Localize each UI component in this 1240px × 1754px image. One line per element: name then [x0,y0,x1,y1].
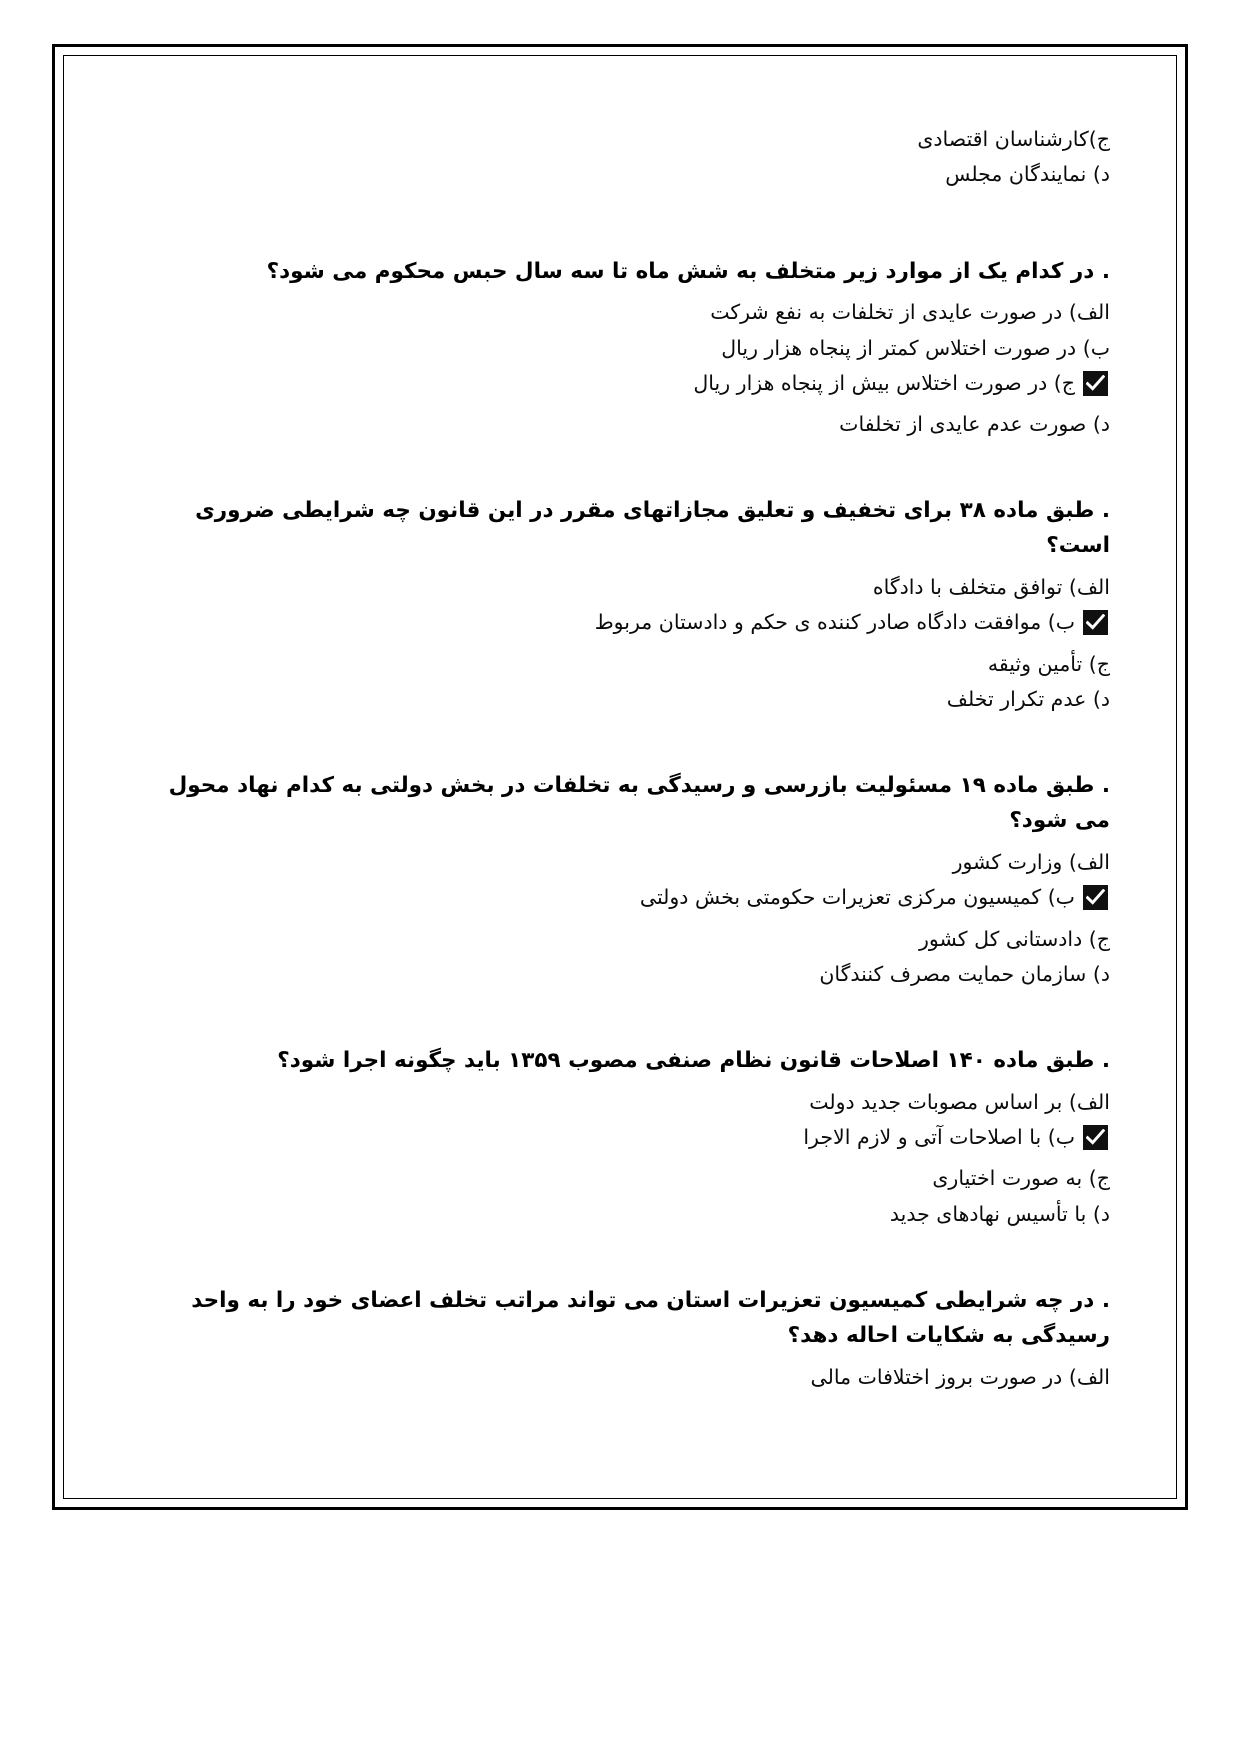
answer-option-inner [640,880,1110,915]
answer-option-label: ب) موافقت دادگاه صادر کننده ی حکم و دادستان مربوط [594,610,1075,635]
answer-option-label: د) نمایندگان مجلس [945,162,1110,187]
answer-option-inner [919,922,1110,957]
answer-option[interactable] [130,1360,1110,1395]
answer-option-label: ج) به صورت اختیاری [932,1166,1110,1191]
answer-option-inner [595,605,1110,640]
answer-option-label: د) سازمان حمایت مصرف کنندگان [819,961,1110,986]
question-title: . طبق ماده ۱۴۰ اصلاحات قانون نظام صنفی مصوب ۱۳۵۹ باید چگونه اجرا شود؟ [277,1048,1110,1074]
answer-option-inner [873,570,1110,605]
answer-option[interactable] [130,1161,1110,1196]
question-block [130,255,1110,443]
question-block [130,1044,1110,1232]
answer-option[interactable] [130,682,1110,717]
answer-option[interactable] [130,122,1110,157]
answer-option-inner [839,407,1110,442]
answer-option[interactable] [130,957,1110,992]
answer-option-label: الف) توافق متخلف با دادگاه [872,575,1110,600]
check-mark-icon [1086,889,1105,906]
answer-option[interactable] [130,922,1110,957]
answer-option-label: ج) تأمین وثیقه [987,651,1110,676]
answer-option-inner [945,157,1110,192]
question-title: . طبق ماده ۳۸ برای تخفیف و تعلیق مجازاتهای مقرر در این قانون چه شرایطی ضروری است؟ [195,498,1110,559]
question-title: . در کدام یک از موارد زیر متخلف به شش ماه تا سه سال حبس محکوم می شود؟ [266,258,1110,284]
answer-option[interactable] [130,157,1110,192]
answer-option-inner [693,366,1110,401]
answer-checkbox-checked[interactable] [1083,1125,1108,1150]
answer-option-label: د) عدم تکرار تخلف [946,686,1110,711]
answer-option[interactable] [130,570,1110,605]
answer-option[interactable] [130,1120,1110,1161]
answer-option-label: الف) در صورت بروز اختلافات مالی [810,1364,1110,1389]
answer-option[interactable] [130,605,1110,646]
answer-option[interactable] [130,1197,1110,1232]
answer-option-inner [947,682,1110,717]
answer-option-inner [890,1197,1110,1232]
answer-checkbox-checked[interactable] [1083,610,1108,635]
document-content [72,62,1168,1492]
answer-option[interactable] [130,366,1110,407]
answer-option-label: ج) دادستانی کل کشور [919,926,1110,951]
answer-option-inner [988,647,1110,682]
answer-option-inner [932,1161,1110,1196]
answer-option-inner [819,957,1110,992]
answer-option[interactable] [130,845,1110,880]
answer-option-label: ب) در صورت اختلاس کمتر از پنجاه هزار ریال [721,335,1110,360]
question-block [130,769,1110,992]
continued-options-group [130,122,1110,193]
answer-option-inner [721,331,1110,366]
answer-option[interactable] [130,407,1110,442]
answer-option[interactable] [130,1085,1110,1120]
question-title: . در چه شرایطی کمیسیون تعزیرات استان می تواند مراتب تخلف اعضای خود را به واحد رسیدگی به شکایات احاله دهد؟ [191,1287,1110,1348]
answer-option-label: ج)کارشناسان اقتصادی [917,127,1110,151]
answer-option-label: الف) بر اساس مصوبات جدید دولت [809,1089,1110,1114]
answer-option-label: ج) در صورت اختلاس بیش از پنجاه هزار ریال [693,370,1075,395]
check-mark-icon [1086,614,1105,631]
check-mark-icon [1086,375,1105,392]
answer-option-label: الف) در صورت عایدی از تخلفات به نفع شرکت [710,300,1110,325]
answer-checkbox-checked[interactable] [1083,885,1108,910]
answer-checkbox-checked[interactable] [1083,371,1108,396]
answer-option-label: ب) کمیسیون مرکزی تعزیرات حکومتی بخش دولتی [639,885,1075,910]
answer-option-inner [803,1120,1110,1155]
answer-option[interactable] [130,647,1110,682]
question-block [130,494,1110,717]
question-title: . طبق ماده ۱۹ مسئولیت بازرسی و رسیدگی به تخلفات در بخش دولتی به کدام نهاد محول می شود؟ [168,773,1110,834]
check-mark-icon [1086,1129,1105,1146]
answer-option-inner [710,295,1110,330]
answer-option[interactable] [130,880,1110,921]
answer-option[interactable] [130,295,1110,330]
question-block [130,1284,1110,1395]
answer-option-label: د) صورت عدم عایدی از تخلفات [839,412,1110,437]
answer-option-label: ب) با اصلاحات آتی و لازم الاجرا [803,1125,1075,1150]
answer-option-inner [811,1360,1110,1395]
answer-option-inner [953,845,1110,880]
answer-option-inner [917,122,1110,157]
answer-option-inner [809,1085,1110,1120]
answer-option-label: الف) وزارت کشور [952,849,1110,874]
answer-option[interactable] [130,331,1110,366]
answer-option-label: د) با تأسیس نهادهای جدید [889,1201,1110,1226]
